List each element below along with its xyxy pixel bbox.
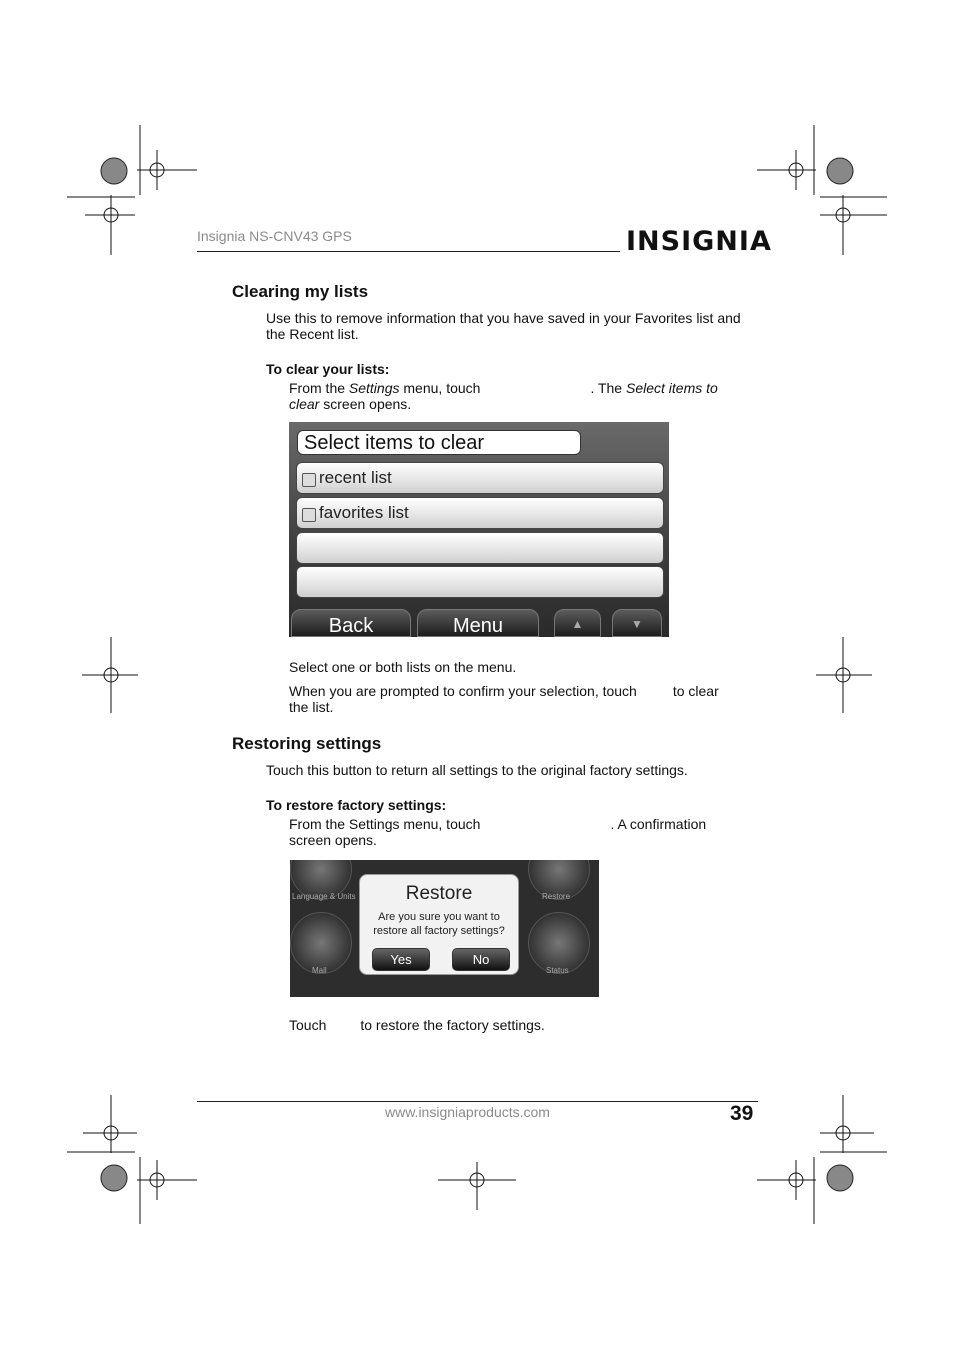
section1-procedure-title: To clear your lists: bbox=[266, 361, 390, 377]
restore-confirmation-screenshot bbox=[290, 860, 599, 997]
section-heading-restoring-settings: Restoring settings bbox=[232, 734, 382, 753]
registration-mark-top-right bbox=[750, 120, 900, 260]
menu-button[interactable]: Menu bbox=[417, 609, 539, 637]
scroll-down-icon[interactable]: ▼ bbox=[612, 609, 662, 637]
registration-mark-mid-left bbox=[80, 635, 140, 715]
registration-mark-mid-right bbox=[814, 635, 874, 715]
registration-mark-bottom-right bbox=[750, 1092, 900, 1232]
dialog-title: Restore bbox=[405, 883, 473, 904]
icon-label: Mail bbox=[312, 966, 327, 975]
section-heading-clearing-lists: Clearing my lists bbox=[232, 282, 369, 301]
insignia-logo bbox=[626, 226, 772, 263]
restore-dialog bbox=[359, 874, 519, 975]
icon-label: Restore bbox=[542, 892, 571, 901]
list-item-empty bbox=[296, 532, 664, 564]
icon-label: Language & Units bbox=[292, 892, 356, 901]
section2-procedure-title: To restore factory settings: bbox=[266, 797, 447, 813]
mail-icon bbox=[290, 912, 352, 974]
list-item-recent[interactable]: recent list bbox=[296, 462, 664, 494]
list-item-favorites[interactable]: favorites list bbox=[296, 497, 664, 529]
no-button[interactable]: No bbox=[452, 948, 510, 971]
section2-step1: From the Settings menu, touch . A confirmation screen opens. bbox=[289, 816, 707, 848]
checkbox-icon[interactable] bbox=[302, 508, 316, 522]
checkbox-icon[interactable] bbox=[302, 473, 316, 487]
section1-step2: Select one or both lists on the menu. bbox=[289, 659, 517, 675]
scroll-up-icon[interactable]: ▲ bbox=[554, 609, 601, 637]
registration-mark-bottom-left bbox=[60, 1092, 210, 1232]
footer-rule bbox=[197, 1101, 758, 1102]
back-button[interactable]: Back bbox=[291, 609, 411, 637]
list-item-empty bbox=[296, 566, 664, 598]
select-items-screenshot bbox=[289, 422, 669, 637]
registration-mark-bottom-center bbox=[437, 1160, 517, 1215]
header-rule bbox=[197, 251, 620, 252]
section1-step1: From the Settings menu, touch . The Select items to clear screen opens. bbox=[289, 380, 718, 412]
section1-step3: When you are prompted to confirm your selection, touch to clear the list. bbox=[289, 683, 719, 715]
section2-step2: Touch to restore the factory settings. bbox=[289, 1017, 545, 1033]
header-title: Insignia NS-CNV43 GPS bbox=[197, 228, 352, 244]
status-icon bbox=[528, 912, 590, 974]
registration-mark-top-left bbox=[60, 120, 210, 260]
section1-intro: Use this to remove information that you have saved in your Favorites list and the Recent list. bbox=[266, 310, 741, 342]
icon-label: Status bbox=[546, 966, 569, 975]
logo-text: INSIGNIA bbox=[626, 226, 772, 257]
dialog-message: Are you sure you want to restore all factory settings? bbox=[373, 911, 505, 937]
yes-button[interactable]: Yes bbox=[372, 948, 430, 971]
screen-title: Select items to clear bbox=[297, 430, 581, 455]
footer-url: www.insigniaproducts.com bbox=[385, 1104, 550, 1120]
section2-intro: Touch this button to return all settings to the original factory settings. bbox=[266, 762, 688, 778]
page-number: 39 bbox=[730, 1102, 754, 1125]
